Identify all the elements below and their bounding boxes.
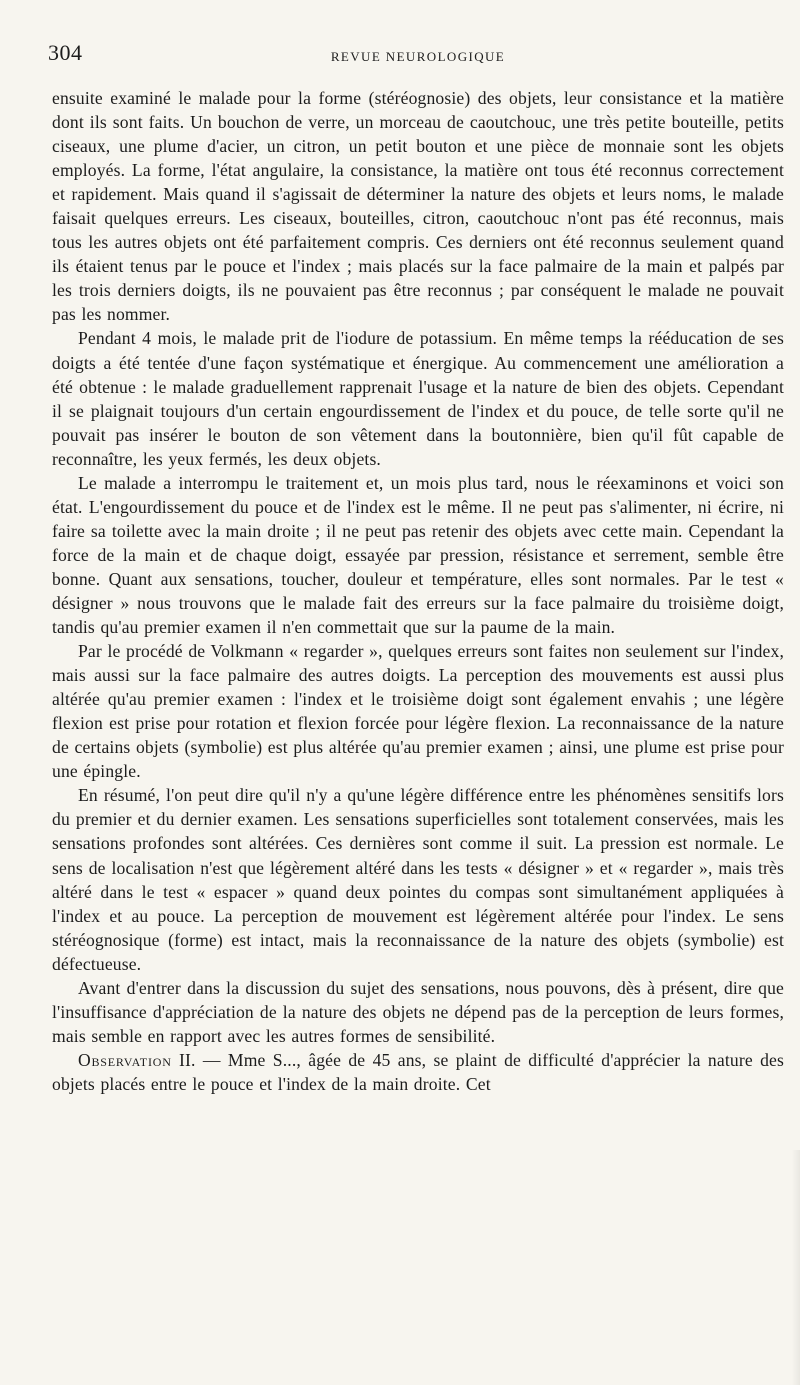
paragraph: Le malade a interrompu le traitement et, un mois plus tard, nous le réexaminons et voici son état. L'engourdissement du pouce et de l'index est le même. Il ne peut pas s'alimenter, ni écrire, ni faire sa toilette avec la main droite ; il ne peut pas retenir des objets avec cette main. Cependant la force de la main et de chaque doigt, essayée par pression, résistance et serrement, semble être bonne. Quant aux sensations, toucher, douleur et température, elles sont normales. Par le test « désigner » nous trouvons que le malade fait des erreurs sur la face palmaire du troisième doigt, tandis qu'au premier examen il n'en commettait que sur la paume de la main. — [52, 472, 784, 638]
page-number: 304 — [48, 40, 83, 65]
paragraph: Par le procédé de Volkmann « regarder », quelques erreurs sont faites non seulement sur l'index, mais aussi sur la face palmaire des autres doigts. La perception des mouvements est aussi plus altérée qu'au premier examen : l'index et le troisième doigt sont également envahis ; une légère flexion est prise pour rotation et flexion forcée pour légère flexion. La reconnaissance de la nature de certains objets (symbolie) est plus altérée qu'au premier examen ; ainsi, une plume est prise pour une épingle. — [52, 641, 784, 782]
page-edge-shadow — [792, 1150, 800, 1385]
paragraph: En résumé, l'on peut dire qu'il n'y a qu'une légère différence entre les phénomènes sensitifs lors du premier et du dernier examen. Les sensations superficielles sont totalement conservées, mais les sensations profondes sont altérées. Ces dernières sont comme il suit. La pression est normale. Le sens de localisation n'est que légèrement altéré dans les tests « désigner » et « regarder », mais très altéré dans le test « espacer » quand deux pointes du compas sont simultanément appliquées à l'index et au pouce. La perception de mouvement est légèrement altérée pour l'index. Le sens stéréognosique (forme) est intact, mais la reconnaissance de la nature des objets (symbolie) est défectueuse. — [52, 785, 784, 974]
observation-text: II. — Mme S..., âgée de 45 ans, se plaint de difficulté d'apprécier la nature des objets placés entre le pouce et l'index de la main droite. Cet — [52, 1049, 784, 1094]
page-header — [48, 40, 784, 70]
journal-page — [48, 40, 784, 1096]
observation-paragraph — [52, 1048, 784, 1096]
paragraph-continued: ensuite examiné le malade pour la forme (stéréognosie) des objets, leur consistance et la matière dont ils sont faits. Un bouchon de verre, un morceau de caoutchouc, une très petite bouteille, petits ciseaux, une plume d'acier, un citron, un petit bouton et une pièce de monnaie sont les objets employés. La forme, l'état angulaire, la consistance, la matière ont tous été reconnus correctement et rapidement. Mais quand il s'agissait de déterminer la nature des objets et leurs noms, le malade faisait quelques erreurs. Les ciseaux, bouteilles, citron, caoutchouc n'ont pas été reconnus, mais tous les autres objets ont été parfaitement compris. Ces derniers ont été reconnus seulement quand ils étaient tenus par le pouce et l'index ; mais placés sur la face palmaire de la main et palpés par les trois derniers doigts, ils ne pouvaient pas être reconnus ; par conséquent le malade ne pouvait pas les nommer. — [52, 88, 784, 325]
paragraph: Pendant 4 mois, le malade prit de l'iodure de potassium. En même temps la rééducation de ses doigts a été tentée d'une façon systématique et énergique. Au commencement une amélioration a été obtenue : le malade graduellement rapprenait l'usage et la nature de bien des objets. Cependant il se plaignait toujours d'un certain engourdissement de l'index et du pouce, de telle sorte qu'il ne pouvait pas insérer le bouton de son vêtement dans la boutonnière, bien qu'il fût capable de reconnaître, les yeux fermés, les deux objets. — [52, 328, 784, 469]
article-body — [52, 86, 784, 1096]
running-head: REVUE NEUROLOGIQUE — [330, 49, 506, 64]
observation-label: Observation — [78, 1049, 172, 1070]
paragraph: Avant d'entrer dans la discussion du sujet des sensations, nous pouvons, dès à présent, dire que l'insuffisance d'appréciation de la nature des objets ne dépend pas de la perception de leurs formes, mais semble en rapport avec les autres formes de sensibilité. — [52, 977, 784, 1046]
